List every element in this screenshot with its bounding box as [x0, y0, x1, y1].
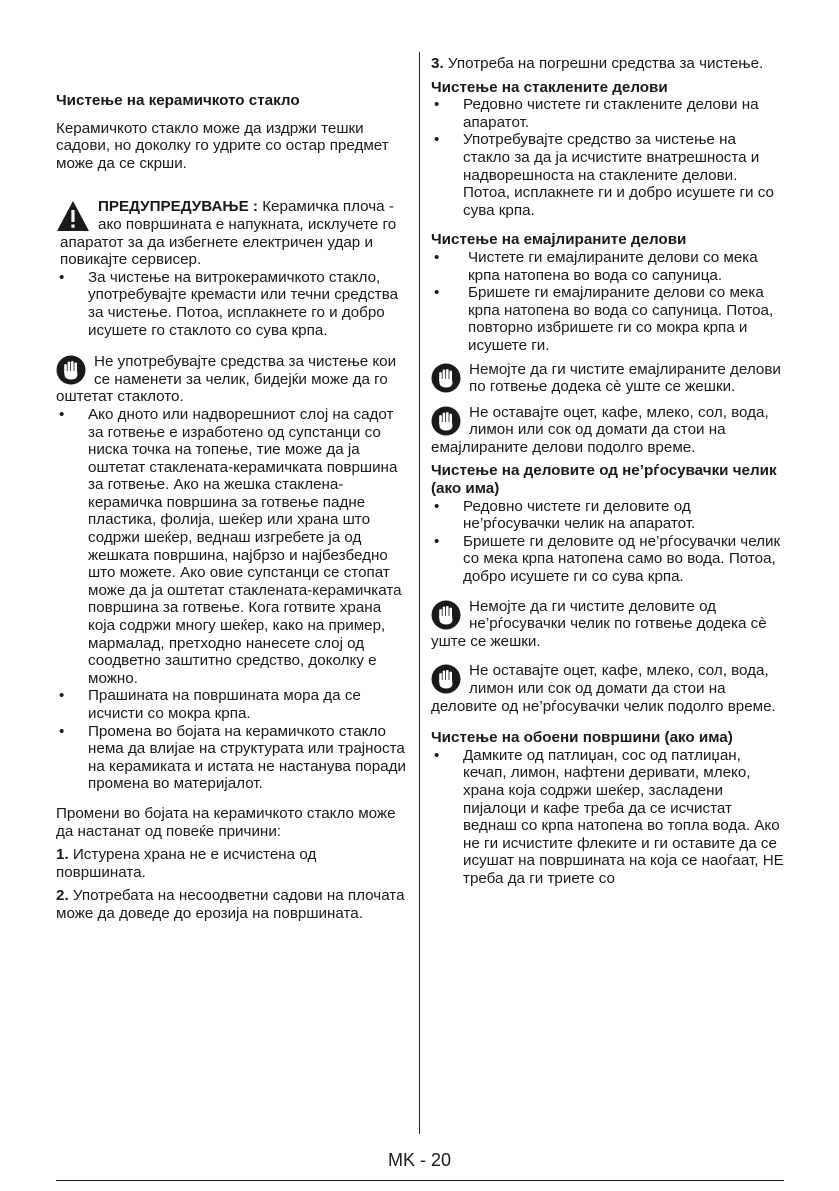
list-item	[56, 269, 410, 339]
steel-bullet-1: Редовно чистете ги деловите од не’рѓосувачки челик на апаратот.	[463, 497, 696, 533]
bullet: •	[434, 248, 440, 266]
list-item	[56, 723, 410, 793]
footer-rule	[56, 1180, 784, 1181]
page-number: MK - 20	[387, 1150, 452, 1170]
list-item	[431, 498, 787, 533]
list-item	[56, 687, 410, 722]
enamel-bullet-1: Чистете ги емајлираните делови со мека крпа натопена во вода со сапуница.	[468, 248, 758, 284]
note-block	[431, 662, 787, 715]
steel-heading: Чистење на деловите од не’рѓосувачки челик (ако има)	[431, 462, 777, 498]
bullet: •	[434, 96, 440, 114]
bullet: •	[434, 131, 440, 149]
enamel-bullet-2: Бришете ги емајлираните делови со мека крпа натопена во вода со сапуница. Потоа, повторно избришете ги со мокра крпа и исушете ги.	[468, 284, 774, 354]
bullet: •	[59, 722, 65, 740]
list-item	[56, 406, 410, 688]
list-item	[431, 747, 787, 888]
stop-hand-icon	[431, 664, 461, 694]
column-divider	[419, 52, 420, 1134]
bullet: •	[434, 284, 440, 302]
ceramic-heading: Чистење на керамичкото стакло	[56, 92, 300, 109]
steel-bullet-2: Бришете ги деловите од не’рѓосувачки челик со мека крпа натопена само во вода. Потоа, добро исушете ги со сува крпа.	[463, 532, 781, 586]
warning-block	[56, 198, 410, 268]
left-column	[56, 92, 410, 923]
list-item	[431, 249, 787, 284]
ceramic-bullet-2: Ако дното или надворешниот слој на садот за готвење е изработено од супстанци со ниска точка на топење, тие може да ја оштетат стаклената-керамичката површина за готвење. Ако на жешка стаклена-керамичка површина за готвење падне пластика, фолија, шеќер или храна што содржи шеќер, веднаш изгребете ја од жешката површина, најбрзо и најбезбедно што можете. Ако овие супстанци се стопат може да ја оштетат стаклената-керамичката површина за готвење. Кога готвите храна која содржи многу шеќер, како на пример, мармалад, претходно нанесете слој од соодветно заштитно средство, доколку е можно.	[88, 405, 402, 687]
stop-hand-icon	[56, 355, 86, 385]
bullet: •	[59, 405, 65, 423]
glass-bullet-1: Редовно чистете ги стаклените делови на апаратот.	[463, 96, 759, 131]
bullet: •	[434, 746, 440, 764]
list-item	[431, 533, 787, 586]
cause-2: 2. Употребата на несоодветни садови на плочата може да доведе до ерозија на површината.	[56, 887, 405, 922]
bullet: •	[434, 497, 440, 515]
bullet: •	[59, 268, 65, 286]
painted-bullet-1: Дамките од патлиџан, сос од патлиџан, кечап, лимон, нафтени деривати, млеко, храна која содржи шеќер, засладени пијалоци и кафе треба да се исчистат веднаш со крпа натопена во топла вода. Ако не ги исчистите флеките и ги оставите да се исушат на површината на која се наоѓаат, НЕ треба да ги триете со	[463, 746, 784, 887]
bullet: •	[434, 532, 440, 550]
stop-hand-icon	[431, 363, 461, 393]
bullet: •	[59, 687, 65, 705]
causes-intro: Промени во бојата на керамичкото стакло може да настанат од повеќе причини:	[56, 804, 396, 840]
note-block	[56, 353, 410, 406]
steel-note-1: Немојте да ги чистите деловите од не’рѓосувачки челик по готвење додека сè уште се жешки.	[431, 597, 767, 650]
ceramic-bullet-3: Прашината на површината мора да се исчисти со мокра крпа.	[88, 687, 361, 722]
enamel-note-1: Немојте да ги чистите емајлираните делови по готвење додека сè уште се жешки.	[469, 360, 781, 396]
ceramic-intro: Керамичкото стакло може да издржи тешки садови, но доколку го удрите со остар предмет може да се скрши.	[56, 119, 389, 172]
ceramic-note: Не употребувајте средства за чистење кои се наменети за челик, бидејќи може да го оштетат стаклото.	[56, 353, 397, 406]
cause-3: 3. Употреба на погрешни средства за чистење.	[431, 55, 764, 72]
painted-heading: Чистење на обоени површини (ако има)	[431, 729, 733, 747]
warning-triangle-icon	[56, 200, 90, 232]
stop-hand-icon	[431, 600, 461, 630]
warning-label: ПРЕДУПРЕДУВАЊЕ :	[98, 198, 258, 216]
glass-heading: Чистење на стаклените делови	[431, 78, 668, 96]
enamel-heading: Чистење на емајлираните делови	[431, 231, 687, 249]
steel-note-2: Не оставајте оцет, кафе, млеко, сол, вода, лимон или сок од домати да стои на деловите од не’рѓосувачки челик подолго време.	[431, 662, 776, 715]
note-block	[431, 598, 787, 651]
list-item	[431, 284, 787, 354]
list-item	[431, 131, 787, 219]
cause-1: 1. Истурена храна не е исчистена од површината.	[56, 846, 317, 881]
ceramic-bullet-4: Промена во бојата на керамичкото стакло нема да влијае на структурата или трајноста на керамиката и истата не настанува поради промена во материјалот.	[88, 722, 406, 793]
enamel-note-2: Не оставајте оцет, кафе, млеко, сол, вода, лимон или сок од домати да стои на емајлираните делови подолго време.	[431, 403, 769, 456]
note-block	[431, 404, 787, 457]
stop-hand-icon	[431, 406, 461, 436]
list-item	[431, 96, 787, 131]
right-column	[431, 55, 787, 888]
glass-bullet-2: Употребувајте средство за чистење на стакло за да ја исчистите внатрешноста и надворешноста на стаклените делови. Потоа, исплакнете ги и добро исушете ги со сува крпа.	[463, 131, 774, 219]
note-block	[431, 361, 787, 396]
warning-text: Керамичка плоча - ако површината е напукната, исклучете го апаратот за да избегнете електричен удар и повикајте сервисер.	[60, 198, 397, 269]
ceramic-bullet-1: За чистење на витрокерамичкото стакло, употребувајте кремасти или течни средства за чистење. Потоа, исплакнете го и добро исушете го стаклото со сува крпа.	[88, 268, 399, 339]
